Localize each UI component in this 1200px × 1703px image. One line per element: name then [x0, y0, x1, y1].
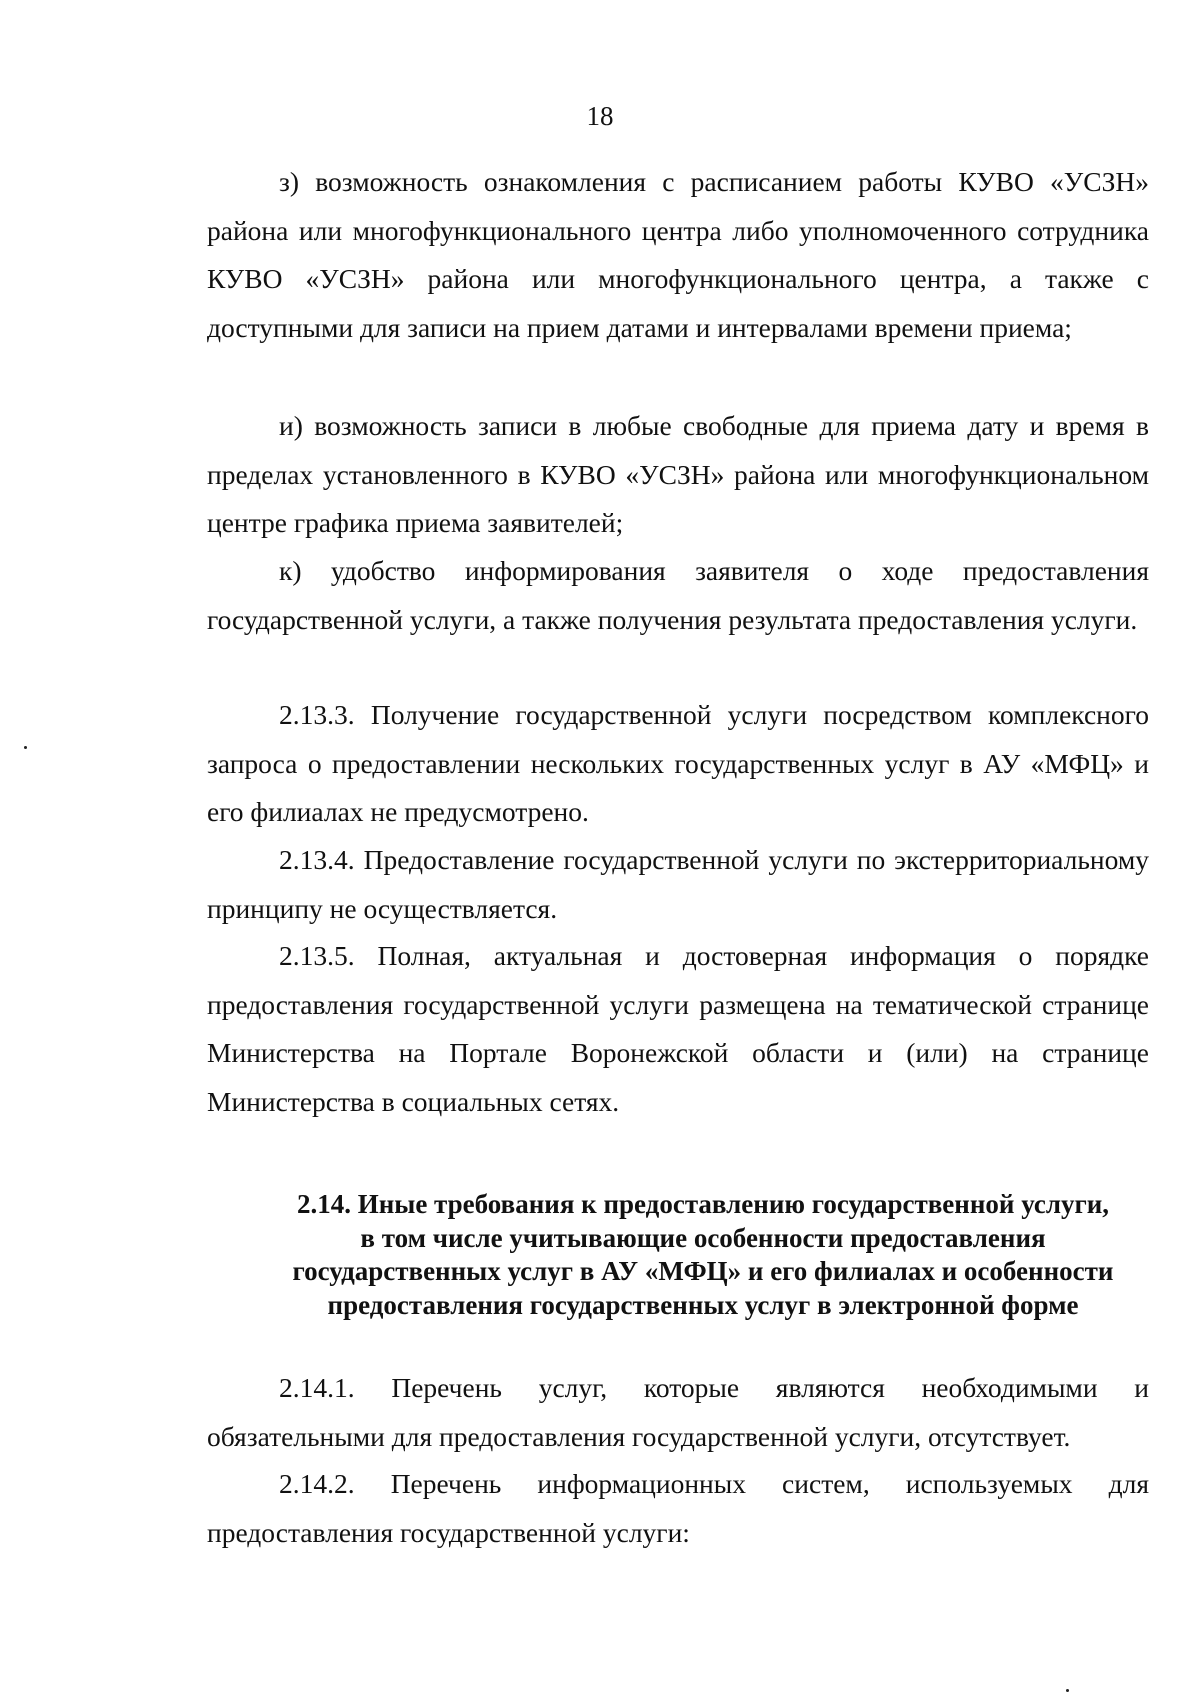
paragraph-k: к) удобство информирования заявителя о ходе предоставления государственной услуги, а также получения результата предоставления услуги. — [207, 555, 1149, 635]
paragraph-2-13-5: 2.13.5. Полная, актуальная и достоверная информация о порядке предоставления государственной услуги размещена на тематической странице Министерства на Портале Воронежской области и (или) на странице Министерства в социальных сетях. — [207, 940, 1149, 1117]
paragraph-i: и) возможность записи в любые свободные для приема дату и время в пределах установленного в КУВО «УСЗН» района или многофункциональном центре графика приема заявителей; — [207, 410, 1149, 538]
page-number: 18 — [586, 101, 614, 131]
scan-speck — [1066, 1689, 1069, 1692]
heading-line: 2.14. Иные требования к предоставлению государственной услуги, — [296, 1189, 1110, 1219]
section-heading-2-14 — [207, 1188, 1149, 1322]
heading-line: в том числе учитывающие особенности предоставления — [360, 1222, 1046, 1253]
scan-speck — [24, 746, 27, 749]
paragraph-2-13-4: 2.13.4. Предоставление государственной услуги по экстерриториальному принципу не осуществляется. — [207, 844, 1149, 924]
paragraph-2-13-3: 2.13.3. Получение государственной услуги посредством комплексного запроса о предоставлении нескольких государственных услуг в АУ «МФЦ» и его филиалах не предусмотрено. — [207, 699, 1149, 827]
paragraph-2-14-1: 2.14.1. Перечень услуг, которые являются необходимыми и обязательными для предоставления государственной услуги, отсутствует. — [207, 1372, 1149, 1452]
paragraph-2-14-2: 2.14.2. Перечень информационных систем, используемых для предоставления государственной услуги: — [207, 1468, 1149, 1548]
heading-line: предоставления государственных услуг в электронной форме — [327, 1289, 1079, 1320]
paragraph-z: з) возможность ознакомления с расписанием работы КУВО «УСЗН» района или многофункционального центра либо уполномоченного сотрудника КУВО «УСЗН» района или многофункционального центра, а также с доступными для записи на прием датами и интервалами времени приема; — [207, 166, 1149, 343]
heading-line: государственных услуг в АУ «МФЦ» и его филиалах и особенности — [292, 1256, 1114, 1286]
